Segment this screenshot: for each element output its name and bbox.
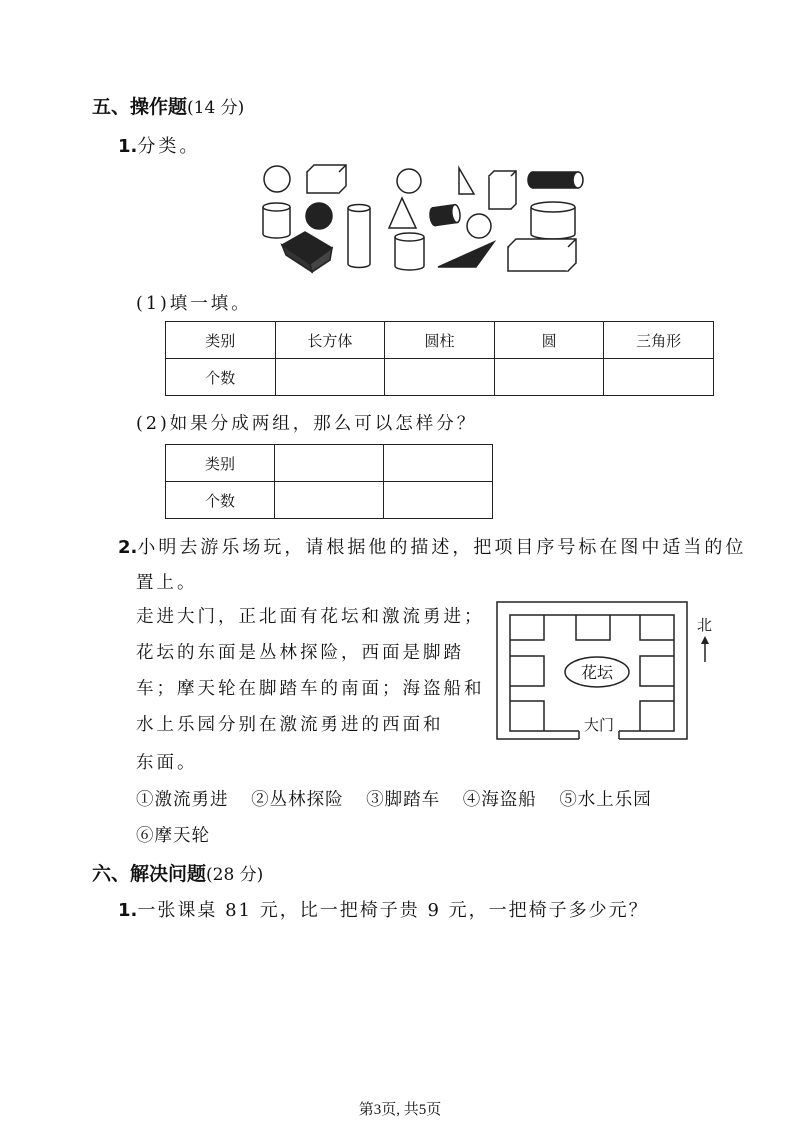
answer-cell[interactable] bbox=[275, 445, 384, 482]
triangle-shape bbox=[459, 168, 474, 194]
grouping-table bbox=[165, 444, 493, 519]
question-1 bbox=[118, 132, 200, 158]
question-text: 小明去游乐场玩，请根据他的描述，把项目序号标在图中适当的位 bbox=[137, 537, 747, 558]
question-number: 1. bbox=[118, 900, 138, 921]
park-map bbox=[495, 600, 690, 742]
cuboid-shape bbox=[489, 171, 516, 209]
table-header-cell: 圆 bbox=[494, 322, 604, 359]
section-6-points: (28 分) bbox=[206, 865, 264, 885]
problem-1 bbox=[118, 896, 649, 922]
north-label: 北 bbox=[697, 616, 713, 634]
booth-slot[interactable] bbox=[640, 615, 674, 640]
answer-cell[interactable] bbox=[604, 359, 714, 396]
booth-slot[interactable] bbox=[510, 615, 544, 640]
cylinder-shape bbox=[429, 204, 461, 226]
table-header-cell: 三角形 bbox=[604, 322, 714, 359]
table-row-label: 个数 bbox=[166, 482, 275, 519]
option-item: ④海盗船 bbox=[462, 790, 537, 810]
description-line: 东面。 bbox=[136, 753, 198, 773]
section-5-points: (14 分) bbox=[187, 98, 245, 118]
question-text: 分类。 bbox=[137, 136, 201, 157]
table-row bbox=[166, 322, 714, 359]
table-header-cell: 圆柱 bbox=[385, 322, 495, 359]
triangle-shape bbox=[438, 242, 494, 267]
answer-cell[interactable] bbox=[494, 359, 604, 396]
question-2 bbox=[118, 533, 746, 559]
section-6-heading bbox=[92, 859, 263, 886]
part-2-label: (2)如果分成两组，那么可以怎样分？ bbox=[136, 414, 478, 434]
booth-slot[interactable] bbox=[510, 656, 544, 686]
answer-cell[interactable] bbox=[384, 445, 493, 482]
gate-label: 大门 bbox=[583, 716, 615, 734]
option-item: ①激流勇进 bbox=[136, 790, 229, 810]
flower-bed-label: 花坛 bbox=[580, 663, 614, 682]
booth-slot[interactable] bbox=[640, 701, 674, 731]
booth-slot[interactable] bbox=[510, 701, 544, 731]
question-number: 1. bbox=[118, 136, 138, 157]
cuboid-shape bbox=[282, 232, 332, 272]
description-line: 花坛的东面是丛林探险，西面是脚踏 bbox=[136, 643, 464, 663]
cylinder-shape bbox=[348, 205, 370, 268]
options-row bbox=[136, 822, 210, 847]
section-5-heading bbox=[92, 92, 244, 119]
circle-shape bbox=[397, 169, 421, 193]
booth-slot[interactable] bbox=[576, 615, 610, 640]
answer-cell[interactable] bbox=[275, 482, 384, 519]
question-number: 2. bbox=[118, 537, 138, 558]
classification-table bbox=[165, 321, 714, 396]
description-line: 走进大门，正北面有花坛和激流勇进； bbox=[136, 607, 485, 627]
table-header-cell: 长方体 bbox=[275, 322, 385, 359]
option-item: ⑤水上乐园 bbox=[559, 790, 652, 810]
table-header-cell: 类别 bbox=[166, 322, 276, 359]
cylinder-shape bbox=[528, 172, 583, 188]
cylinder-shape bbox=[531, 202, 575, 239]
option-item: ③脚踏车 bbox=[366, 790, 441, 810]
table-row-label: 类别 bbox=[166, 445, 275, 482]
description-line: 水上乐园分别在激流勇进的西面和 bbox=[136, 715, 444, 735]
circle-shape bbox=[467, 214, 491, 238]
cylinder-shape bbox=[395, 233, 424, 270]
section-6-title: 六、解决问题 bbox=[92, 863, 207, 885]
page-number: 第3页, 共5页 bbox=[358, 1102, 442, 1118]
cuboid-shape bbox=[508, 239, 576, 271]
shapes-figure bbox=[250, 160, 590, 275]
question-text: 一张课桌 81 元，比一把椅子贵 9 元，一把椅子多少元？ bbox=[137, 900, 649, 921]
question-text-continued: 置上。 bbox=[136, 573, 198, 593]
north-arrow-icon bbox=[699, 636, 711, 662]
circle-shape bbox=[306, 203, 332, 229]
option-item: ②丛林探险 bbox=[251, 790, 344, 810]
table-row bbox=[166, 482, 493, 519]
answer-cell[interactable] bbox=[385, 359, 495, 396]
table-row bbox=[166, 359, 714, 396]
booth-slot[interactable] bbox=[640, 656, 674, 686]
option-item: ⑥摩天轮 bbox=[136, 826, 210, 846]
cuboid-shape bbox=[307, 165, 346, 193]
description-line: 车；摩天轮在脚踏车的南面；海盗船和 bbox=[136, 679, 485, 699]
part-1-label: (1)填一填。 bbox=[136, 294, 252, 314]
answer-cell[interactable] bbox=[384, 482, 493, 519]
table-row bbox=[166, 445, 493, 482]
options-row bbox=[136, 786, 652, 811]
table-row-label: 个数 bbox=[166, 359, 276, 396]
cylinder-shape bbox=[263, 203, 290, 238]
triangle-shape bbox=[389, 198, 416, 228]
circle-shape bbox=[264, 166, 290, 192]
answer-cell[interactable] bbox=[275, 359, 385, 396]
section-5-title: 五、操作题 bbox=[92, 96, 188, 118]
